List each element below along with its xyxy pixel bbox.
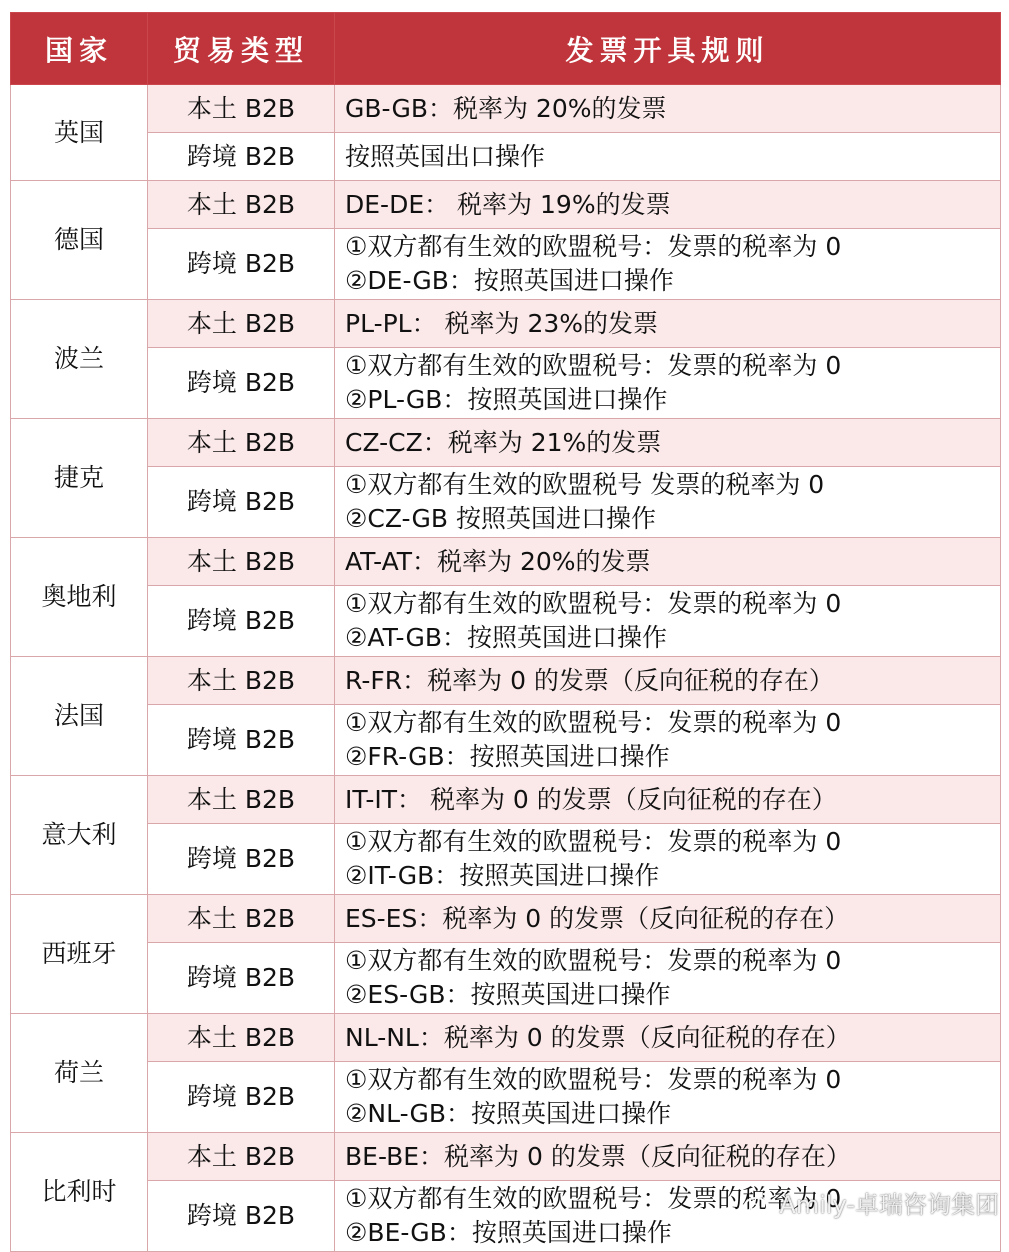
trade-type-cell: 跨境 B2B (148, 824, 335, 895)
invoice-rule-cell (335, 657, 1001, 705)
table-row (11, 824, 1001, 895)
table-row (11, 1133, 1001, 1181)
table-row (11, 1014, 1001, 1062)
invoice-rule-cell (335, 467, 1001, 538)
invoice-rule-cell (335, 705, 1001, 776)
invoice-rule-cell (335, 943, 1001, 1014)
table-row (11, 895, 1001, 943)
trade-type-cell: 跨境 B2B (148, 133, 335, 181)
header-country: 国家 (11, 13, 148, 85)
invoice-rule-cell (335, 181, 1001, 229)
country-cell: 捷克 (11, 419, 148, 538)
table-row (11, 300, 1001, 348)
invoice-rule-line: GB-GB：税率为 20%的发票 (345, 93, 667, 123)
table-row (11, 467, 1001, 538)
trade-type-cell: 跨境 B2B (148, 1181, 335, 1252)
invoice-rule-line: ①双方都有生效的欧盟税号：发票的税率为 0 (345, 589, 842, 618)
trade-type-cell: 本土 B2B (148, 419, 335, 467)
invoice-rule-line: CZ-CZ：税率为 21%的发票 (345, 427, 662, 457)
table-row (11, 586, 1001, 657)
invoice-rule-line: 按照英国出口操作 (345, 141, 546, 171)
invoice-rule-cell (335, 538, 1001, 586)
table-body (11, 85, 1001, 1252)
invoice-rule-cell (335, 85, 1001, 133)
trade-type-cell: 本土 B2B (148, 181, 335, 229)
watermark-text: Amily-卓瑞咨询集团 (779, 1191, 999, 1219)
invoice-rule-cell (335, 419, 1001, 467)
trade-type-cell: 本土 B2B (148, 895, 335, 943)
country-cell: 德国 (11, 181, 148, 300)
invoice-rule-cell (335, 776, 1001, 824)
invoice-rule-line: BE-BE：税率为 0 的发票（反向征税的存在） (345, 1141, 851, 1171)
country-cell: 法国 (11, 657, 148, 776)
invoice-rule-line: ②AT-GB：按照英国进口操作 (345, 623, 668, 652)
trade-type-cell: 跨境 B2B (148, 705, 335, 776)
invoice-rule-cell (335, 133, 1001, 181)
invoice-rule-cell (335, 300, 1001, 348)
table-row (11, 1062, 1001, 1133)
invoice-rule-line: ②ES-GB：按照英国进口操作 (345, 980, 671, 1009)
weibo-logo-icon (743, 1190, 773, 1216)
trade-type-cell: 跨境 B2B (148, 586, 335, 657)
trade-type-cell: 本土 B2B (148, 85, 335, 133)
country-cell: 西班牙 (11, 895, 148, 1014)
country-cell: 奥地利 (11, 538, 148, 657)
trade-type-cell: 本土 B2B (148, 1133, 335, 1181)
invoice-rule-cell (335, 824, 1001, 895)
invoice-rule-cell (335, 1133, 1001, 1181)
invoice-rule-line: ①双方都有生效的欧盟税号：发票的税率为 0 (345, 946, 842, 975)
invoice-rules-table (10, 12, 1001, 1252)
watermark (743, 1185, 999, 1220)
table-row (11, 776, 1001, 824)
trade-type-cell: 跨境 B2B (148, 1062, 335, 1133)
table-row (11, 419, 1001, 467)
invoice-rule-line: ①双方都有生效的欧盟税号：发票的税率为 0 (345, 1184, 842, 1213)
invoice-rule-line: ②FR-GB：按照英国进口操作 (345, 742, 670, 771)
invoice-rule-cell (335, 229, 1001, 300)
invoice-rule-line: AT-AT：税率为 20%的发票 (345, 546, 651, 576)
table-row (11, 85, 1001, 133)
invoice-rule-line: IT-IT： 税率为 0 的发票（反向征税的存在） (345, 784, 837, 814)
invoice-rule-line: ②PL-GB：按照英国进口操作 (345, 385, 668, 414)
trade-type-cell: 跨境 B2B (148, 348, 335, 419)
table-row (11, 943, 1001, 1014)
header-trade-type: 贸易类型 (148, 13, 335, 85)
invoice-rule-cell (335, 1014, 1001, 1062)
table-row (11, 181, 1001, 229)
trade-type-cell: 本土 B2B (148, 300, 335, 348)
trade-type-cell: 本土 B2B (148, 776, 335, 824)
invoice-rule-line: ①双方都有生效的欧盟税号：发票的税率为 0 (345, 351, 842, 380)
invoice-rule-line: ①双方都有生效的欧盟税号：发票的税率为 0 (345, 708, 842, 737)
invoice-rule-line: PL-PL： 税率为 23%的发票 (345, 308, 659, 338)
invoice-rule-line: ①双方都有生效的欧盟税号：发票的税率为 0 (345, 1065, 842, 1094)
trade-type-cell: 本土 B2B (148, 1014, 335, 1062)
invoice-rule-line: ②IT-GB：按照英国进口操作 (345, 861, 660, 890)
invoice-rule-line: ②CZ-GB 按照英国进口操作 (345, 504, 656, 533)
country-cell: 意大利 (11, 776, 148, 895)
invoice-rule-cell (335, 1062, 1001, 1133)
table-row (11, 229, 1001, 300)
trade-type-cell: 跨境 B2B (148, 467, 335, 538)
table-row (11, 705, 1001, 776)
table-row (11, 348, 1001, 419)
invoice-rule-line: ②DE-GB：按照英国进口操作 (345, 266, 674, 295)
table-row (11, 538, 1001, 586)
trade-type-cell: 本土 B2B (148, 538, 335, 586)
country-cell: 英国 (11, 85, 148, 181)
invoice-rule-line: R-FR：税率为 0 的发票（反向征税的存在） (345, 665, 834, 695)
header-invoice-rule: 发票开具规则 (335, 13, 1001, 85)
invoice-rule-line: ①双方都有生效的欧盟税号 发票的税率为 0 (345, 470, 825, 499)
table-row (11, 657, 1001, 705)
invoice-rule-line: ES-ES：税率为 0 的发票（反向征税的存在） (345, 903, 850, 933)
invoice-rule-line: ②NL-GB：按照英国进口操作 (345, 1099, 672, 1128)
invoice-rule-cell (335, 348, 1001, 419)
invoice-rule-line: ①双方都有生效的欧盟税号：发票的税率为 0 (345, 827, 842, 856)
trade-type-cell: 本土 B2B (148, 657, 335, 705)
country-cell: 波兰 (11, 300, 148, 419)
trade-type-cell: 跨境 B2B (148, 229, 335, 300)
invoice-rule-line: DE-DE： 税率为 19%的发票 (345, 189, 671, 219)
invoice-rule-cell (335, 586, 1001, 657)
invoice-rule-cell (335, 895, 1001, 943)
country-cell: 荷兰 (11, 1014, 148, 1133)
invoice-rule-line: ①双方都有生效的欧盟税号：发票的税率为 0 (345, 232, 842, 261)
table-header-row (11, 13, 1001, 85)
table-row (11, 133, 1001, 181)
country-cell: 比利时 (11, 1133, 148, 1252)
invoice-rule-line: ②BE-GB：按照英国进口操作 (345, 1218, 672, 1247)
invoice-rule-line: NL-NL：税率为 0 的发票（反向征税的存在） (345, 1022, 851, 1052)
trade-type-cell: 跨境 B2B (148, 943, 335, 1014)
